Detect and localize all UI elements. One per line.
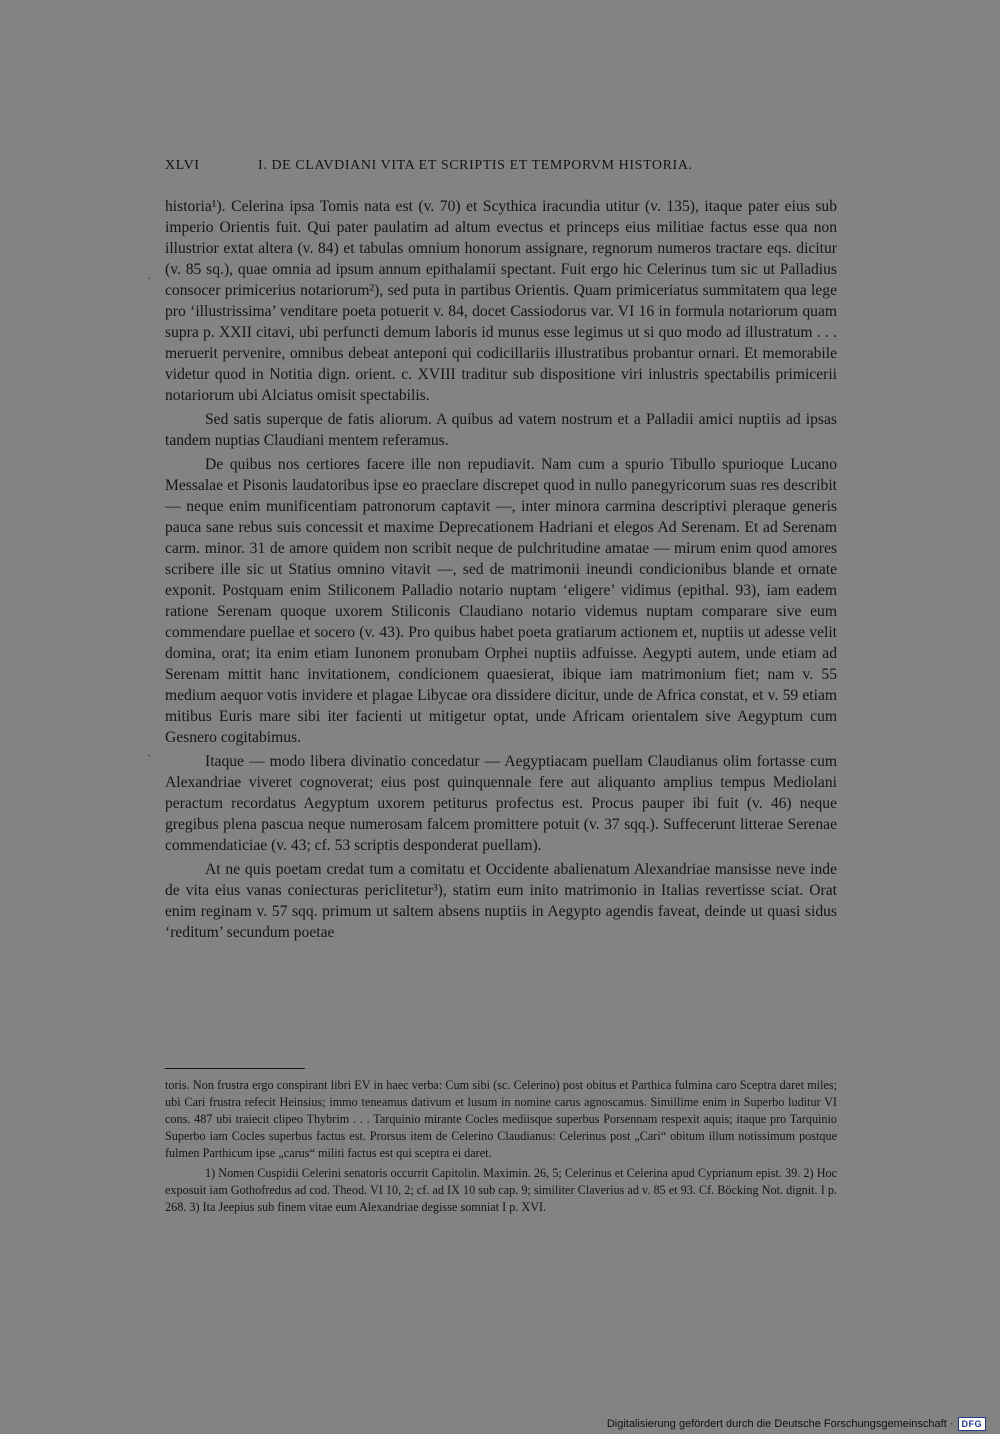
- footnote-list: 1) Nomen Cuspidii Celerini senatoris occurrit Capitolin. Maximin. 26, 5; Celerinus et Celerina apud Cyprianum epist. 39. 2) Hoc exposuit iam Gothofredus ad cod. Theod. VI 10, 2; cf. ad IX 10 sub cap. 9; similiter Claverius ad v. 85 et 93. Cf. Böcking Not. dignit. I p. 268. 3) Ita Jeepius sub finem vitae eum Alexandriae degisse somniat I p. XVI.: [165, 1166, 837, 1214]
- footnote-continued: toris. Non frustra ergo conspirant libri EV in haec verba: Cum sibi (sc. Celerino) post obitus et Parthica fulmina caro Sceptra daret miles; ubi Cari frustra refecit Heinsius; immo teneamus dativum et lusum in nomine carus agnoscamus. Simillime enim in Superbo luditur VI cons. 487 ubi traiecit clipeo Thybrim . . . Tarquinio mirante Cocles mediisque superbus Porsennam respexit aquis; itaque pro Tarquinio Superbo iam Cocles superbus factus est. Prorsus item de Celerino Claudianus: Celerinus post „Cari“ obitum illum notissimum postque fulmen Parthicum ipse „carus“ militi factus est qui sceptra ei daret.: [165, 1078, 837, 1160]
- running-title: I. DE CLAVDIANI VITA ET SCRIPTIS ET TEMPORVM HISTORIA.: [258, 158, 693, 173]
- page-number: XLVI: [165, 158, 200, 173]
- paragraph-4: Itaque — modo libera divinatio concedatur — Aegyptiacam puellam Claudianus olim fortasse cum Alexandriae viveret cognoverat; eius post quinquennale fere aut aliquanto amplius tempus Mediolani peractum recordatus Aegyptum uxorem petiturus profectus est. Procus pauper ibi fuit (v. 46) neque gregibus plena pascua neque numerosam falcem promittere potuit (v. 37 sqq.). Suffecerunt litterae Serenae commendaticiae (v. 43; cf. 53 scriptis desponderat puellam).: [165, 753, 837, 854]
- footnotes: [165, 1077, 837, 1216]
- paragraph-1: historia¹). Celerina ipsa Tomis nata est (v. 70) et Scythica iracundia utitur (v. 135), itaque pater eius sub imperio Orientis fuit. Qui pater paulatim ad altum evectus et princeps eius militiae factus esse qua non illustrior extat altera (v. 84) et tabulas omnium honorum assignare, regnorum numeros tractare eqs. dicitur (v. 85 sq.), quae omnia ad ipsum annum epithalamii spectant. Fuit ergo hic Celerinus tum sic ut Palladius consocer primicerius notariorum²), sed puta in partibus Orientis. Quam primiceriatus summitatem qua lege pro ‘illustrissima’ venditare poeta potuerit v. 84, docet Cassiodorus var. VI 16 in formula notariorum quam supra p. XXII citavi, ubi perfuncti demum laboris id munus esse legimus ut si quo modo ad illustratum . . . meruerit pervenire, omnibus debeat anteponi qui codicillariis illustratibus probantur ornari. Et memorabile videtur quod in Notitia dign. orient. c. XVIII traditur sub dispositione viri inlustris spectabilis primicerii notariorum ubi Alciatus omisit spectabilis.: [165, 198, 837, 404]
- margin-mark: ˋ: [147, 752, 151, 766]
- paragraph-2: Sed satis superque de fatis aliorum. A quibus ad vatem nostrum et a Palladii amici nuptiis ad ipsas tandem nuptias Claudiani mentem referamus.: [165, 411, 837, 449]
- digitization-credit: [607, 1417, 986, 1431]
- main-text: [165, 196, 837, 943]
- paragraph-5: At ne quis poetam credat tum a comitatu et Occidente abalienatum Alexandriae mansisse neve inde de vita eius vanas coniecturas periclitetur³), statim eum inito matrimonio in Italias revertisse sciat. Orat enim reginam v. 57 sqq. primum ut saltem absens nuptiis in Aegypto agendis faveat, deinde ut quasi sidus ‘reditum’ secundum poetae: [165, 861, 837, 941]
- credit-text: Digitalisierung gefördert durch die Deutsche Forschungsgemeinschaft ·: [606, 1418, 954, 1430]
- paragraph-3: De quibus nos certiores facere ille non repudiavit. Nam cum a spurio Tibullo spurioque Lucano Messalae et Pisonis laudatoribus ipse eo praeclare discrepet quod in nullo panegyricorum suas res describit — neque enim munificentiam patronorum captavit —, inter minora carmina descriptivi pleraque generis pauca sane rebus suis concessit et maxime Deprecationem Hadriani et elegos Ad Serenam. Et ad Serenam carm. minor. 31 de amore quidem non scribit neque de pulchritudine amatae — mirum enim quod amores scribere ille sic ut Statius omnino vitavit —, sed de matrimonii ineundi condicionibus blande et ornate exponit. Postquam enim Stiliconem Palladio notario nuptam ‘eligere’ vidimus (epithal. 93), iam eadem ratione Serenam quoque uxorem Stiliconis Claudiano notario videmus nuptam comparare sive eum commendare puellae et socero (v. 43). Pro quibus habet poeta gratiarum actionem et, nuptiis ut adesse velit domina, orat; ita enim etiam Iunonem pronubam Orphei nuptiis adfuisse. Aegypti autem, unde etiam ad Serenam mittit hanc invitationem, condicionem quaesierat, ibique iam matrimonium fiet; nam v. 55 medium aequor votis invidere et plagae Libycae ora dissidere dicitur, unde de Africa constat, et v. 59 etiam mitibus Euris mare sibi iter facienti ut mitigetur optat, unde Africam orientalem sive Aegyptum cum Gesnero cogitabimus.: [165, 456, 837, 746]
- margin-mark: ˎ: [147, 266, 151, 280]
- dfg-logo-icon: DFG: [958, 1417, 987, 1431]
- footnote-rule: [165, 1068, 305, 1069]
